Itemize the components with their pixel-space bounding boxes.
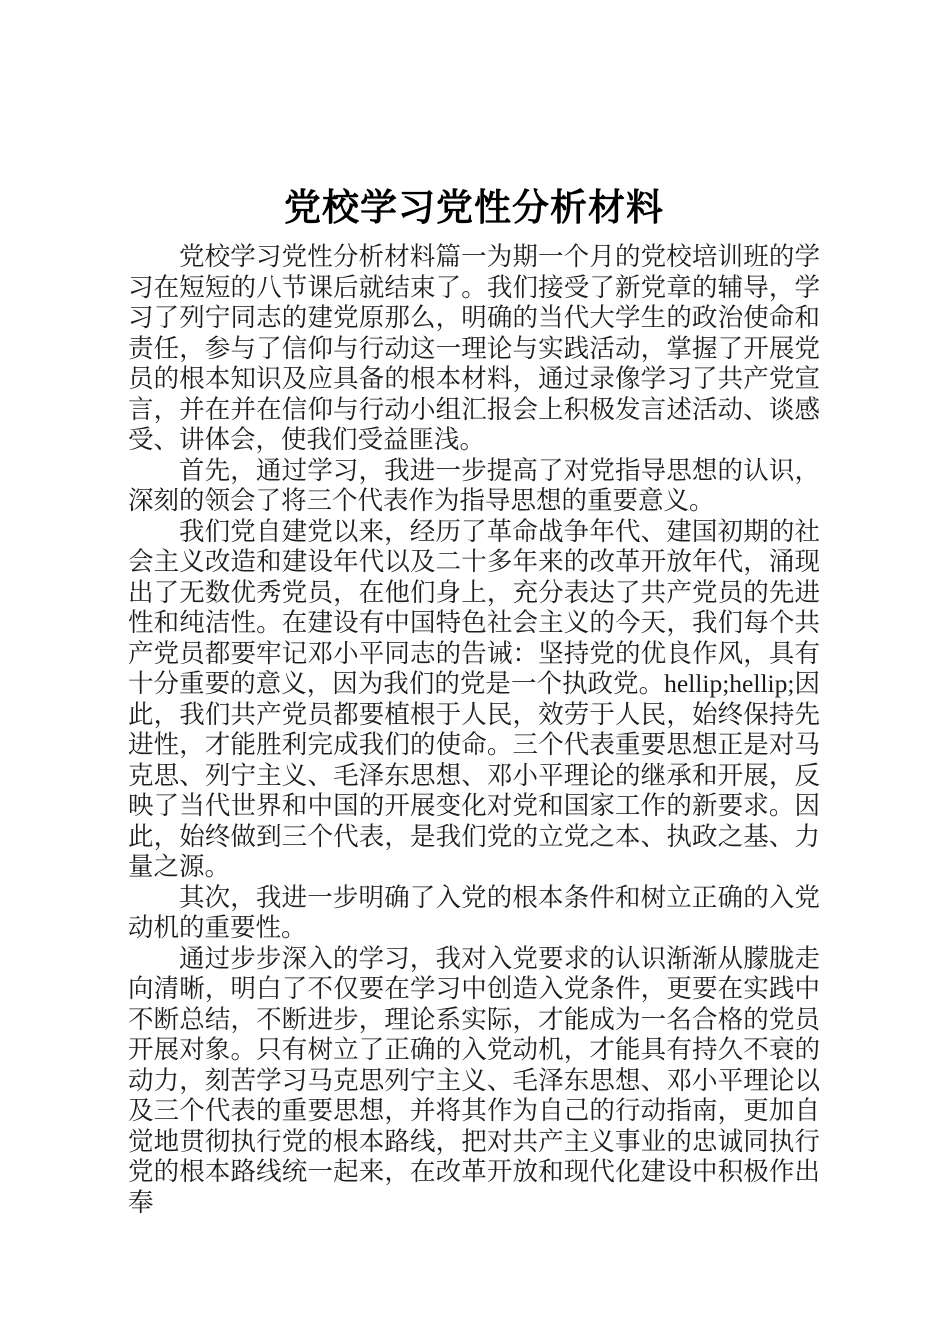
paragraph: 其次，我进一步明确了入党的根本条件和树立正确的入党动机的重要性。 (128, 882, 820, 942)
paragraph: 通过步步深入的学习，我对入党要求的认识渐渐从朦胧走向清晰，明白了不仅要在学习中创造入党条件，更要在实践中不断总结，不断进步，理论系实际，才能成为一名合格的党员开展对象。只有树立了正确的入党动机，才能具有持久不衰的动力，刻苦学习马克思列宁主义、毛泽东思想、邓小平理论以及三个代表的重要思想，并将其作为自己的行动指南，更加自觉地贯彻执行党的根本路线，把对共产主义事业的忠诚同执行党的根本路线统一起来，在改革开放和现代化建设中积极作出奉 (128, 943, 820, 1217)
document-content (128, 186, 820, 1218)
paragraph-list (128, 242, 820, 1218)
paragraph: 我们党自建党以来，经历了革命战争年代、建国初期的社会主义改造和建设年代以及二十多年来的改革开放年代，涌现出了无数优秀党员，在他们身上，充分表达了共产党员的先进性和纯洁性。在建设有中国特色社会主义的今天，我们每个共产党员都要牢记邓小平同志的告诫：坚持党的优良作风，具有十分重要的意义，因为我们的党是一个执政党。hellip;hellip;因此，我们共产党员都要植根于人民，效劳于人民，始终保持先进性，才能胜利完成我们的使命。三个代表重要思想正是对马克思、列宁主义、毛泽东思想、邓小平理论的继承和开展，反映了当代世界和中国的开展变化对党和国家工作的新要求。因此，始终做到三个代表，是我们党的立党之本、执政之基、力量之源。 (128, 516, 820, 881)
paragraph: 首先，通过学习，我进一步提高了对党指导思想的认识，深刻的领会了将三个代表作为指导思想的重要意义。 (128, 455, 820, 515)
page-title: 党校学习党性分析材料 (284, 188, 664, 229)
paragraph: 党校学习党性分析材料篇一为期一个月的党校培训班的学习在短短的八节课后就结束了。我们接受了新党章的辅导，学习了列宁同志的建党原那么，明确的当代大学生的政治使命和责任，参与了信仰与行动这一理论与实践活动，掌握了开展党员的根本知识及应具备的根本材料，通过录像学习了共产党宣言，并在并在信仰与行动小组汇报会上积极发言述活动、谈感受、讲体会，使我们受益匪浅。 (128, 242, 820, 454)
